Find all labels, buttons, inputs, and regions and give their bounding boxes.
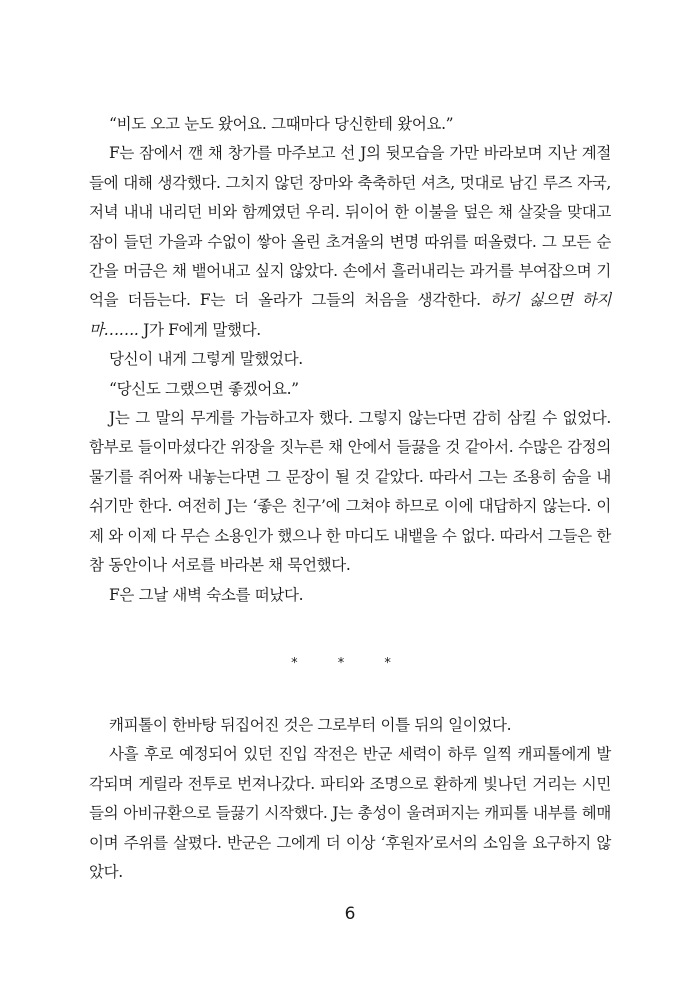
paragraph-text: J가 F에게 말했다. [138, 320, 261, 339]
paragraph: 당신이 내게 그렇게 말했었다. [109, 350, 303, 369]
scene-break: * * * [291, 656, 409, 671]
paragraph: F은 그날 새벽 숙소를 떠났다. [109, 585, 304, 604]
paragraph: 캐피톨이 한바탕 뒤집어진 것은 그로부터 이틀 뒤의 일이었다. [109, 716, 512, 734]
page-number: 6 [344, 904, 356, 924]
italic-quote: 하기 싫으면 하지 마……. [89, 291, 612, 339]
paragraph: J는 그 말의 무게를 가늠하고자 했다. 그렇지 않는다면 감히 삼킬 수 없었다. 함부로 들이마셨다간 위장을 짓누른 채 안에서 들끓을 것 같아서. 수많은 감정의 물기를 쥐어짜 내놓는다면 그 문장이 될 것 같았다. 따라서 그는 조용히 숨을 내쉬기만 한다. 여전히 J는 ‘좋은 친구’에 그쳐야 하므로 이에 대답하지 않는다. 이제 와 이제 다 무슨 소용인가 했으나 한 마디도 내뱉을 수 없다. 따라서 그들은 한참 동안이나 서로를 바라본 채 묵언했다. [89, 409, 611, 575]
paragraph [89, 139, 611, 345]
section-one [89, 110, 611, 610]
paragraph-text: F는 잠에서 깬 채 창가를 마주보고 선 J의 뒷모습을 가만 바라보며 지난 계절들에 대해 생각했다. 그치지 않던 장마와 축축하던 셔츠, 멋대로 남긴 루즈 자국, 저녁 내내 내리던 비와 함께였던 우리. 뒤이어 한 이불을 덮은 채 살갗을 맞대고 잠이 들던 가을과 수없이 쌓아 올린 초겨울의 변명 따위를 떠올렸다. 그 모든 순간을 머금은 채 뱉어내고 싶지 않았다. 손에서 흘러내리는 과거를 부여잡으며 기억을 더듬는다. F는 더 올라가 그들의 처음을 생각한다. [89, 144, 611, 310]
paragraph: “비도 오고 눈도 왔어요. 그때마다 당신한테 왔어요.” [109, 115, 454, 133]
paragraph: 사흘 후로 예정되어 있던 진입 작전은 반군 세력이 하루 일찍 캐피톨에게 발각되며 게릴라 전투로 번져나갔다. 파티와 조명으로 환하게 빛나던 거리는 시민들의 아비규환으로 들끓기 시작했다. J는 총성이 울려퍼지는 캐피톨 내부를 헤매이며 주위를 살폈다. 반군은 그에게 더 이상 ‘후원자’로서의 소임을 요구하지 않았다. [89, 745, 611, 882]
paragraph: “당신도 그랬으면 좋겠어요.” [109, 379, 299, 398]
section-two [89, 711, 611, 887]
